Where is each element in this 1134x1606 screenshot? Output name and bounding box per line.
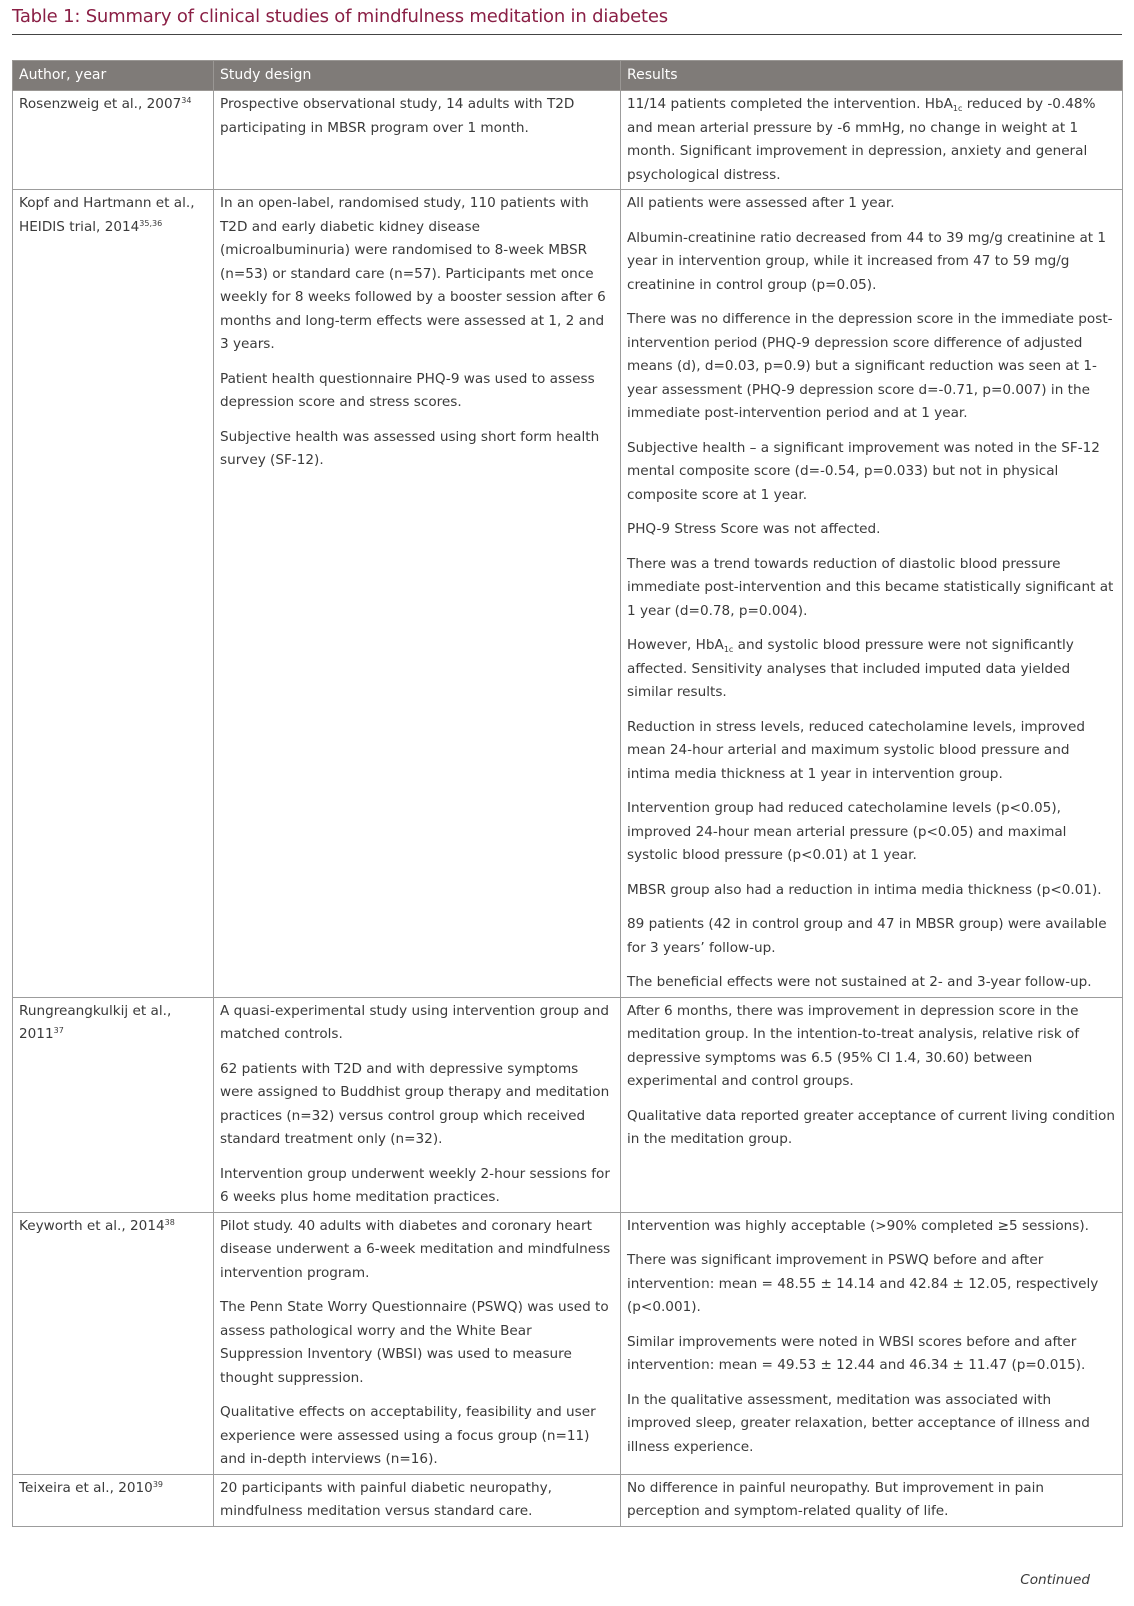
results-paragraph xyxy=(627,797,1116,868)
author-year-cell xyxy=(13,1212,214,1474)
continued-label: Continued xyxy=(1020,1572,1090,1588)
results-paragraph xyxy=(627,1000,1116,1094)
study-design-cell xyxy=(214,91,621,190)
study-design-cell xyxy=(214,1474,621,1526)
study-design-paragraph: Subjective health was assessed using short form health survey (SF-12). xyxy=(220,428,600,468)
study-design-paragraph: 20 participants with painful diabetic neuropathy, mindfulness meditation versus standard care. xyxy=(220,1479,552,1519)
results-text: Intervention was highly acceptable (>90% completed ≥5 sessions). xyxy=(627,1217,1090,1234)
results-paragraph xyxy=(627,1331,1116,1378)
results-text: 89 patients (42 in control group and 47 in MBSR group) were available for 3 years’ follow-up. xyxy=(627,916,1107,956)
header-author-year: Author, year xyxy=(13,61,214,91)
reference-superscript: 39 xyxy=(152,1479,164,1489)
results-text-continued: reduced by -0.48% and mean arterial pressure by -6 mmHg, no change in weight at 1 month. Significant improvement in depression, anxiety and general psychological distress. xyxy=(627,96,1096,183)
results-text: Intervention group had reduced catecholamine levels (p<0.05), improved 24-hour mean arterial pressure (p<0.05) and maximal systolic blood pressure (p<0.01) at 1 year. xyxy=(627,800,1067,863)
results-text: PHQ-9 Stress Score was not affected. xyxy=(627,521,881,537)
hba1c-subscript: 1c xyxy=(952,104,963,113)
results-text: There was no difference in the depression score in the immediate post-intervention period (PHQ-9 depression score difference of adjusted means (d), d=0.03, p=0.9) but a significant reduction was seen at 1-year assessment (PHQ-9 depression score d=-0.71, p=0.007) in the immediate post-intervention period and at 1 year. xyxy=(627,311,1113,421)
results-cell xyxy=(621,1212,1123,1474)
results-paragraph xyxy=(627,634,1116,705)
author-year-text: Kopf and Hartmann et al., HEIDIS trial, 2014 xyxy=(19,195,195,235)
table-row xyxy=(13,1212,1123,1474)
results-cell xyxy=(621,997,1123,1212)
results-text: Reduction in stress levels, reduced catecholamine levels, improved mean 24-hour arterial and maximum systolic blood pressure and intima media thickness at 1 year in intervention group. xyxy=(627,718,1085,782)
author-year-text: Keyworth et al., 2014 xyxy=(19,1217,165,1234)
study-design-cell xyxy=(214,1212,621,1474)
study-design-paragraph: A quasi-experimental study using intervention group and matched controls. xyxy=(220,1002,609,1042)
study-design-paragraph: In an open-label, randomised study, 110 patients with T2D and early diabetic kidney disease (microalbuminuria) were randomised to 8-week MBSR (n=53) or standard care (n=57). Participants met once weekly for 8 weeks followed by a booster session after 6 months and long-term effects were assessed at 1, 2 and 3 years. xyxy=(220,195,606,352)
results-paragraph xyxy=(627,971,1116,995)
results-paragraph xyxy=(627,1215,1116,1239)
results-text: No difference in painful neuropathy. But improvement in pain perception and symptom-related quality of life. xyxy=(627,1479,1044,1519)
results-text: Qualitative data reported greater acceptance of current living condition in the meditation group. xyxy=(627,1107,1115,1147)
results-paragraph xyxy=(627,93,1116,187)
results-text: MBSR group also had a reduction in intima media thickness (p<0.01). xyxy=(627,881,1102,898)
results-paragraph xyxy=(627,879,1116,903)
reference-superscript: 38 xyxy=(164,1217,175,1227)
results-text-continued: and systolic blood pressure were not significantly affected. Sensitivity analyses that included imputed data yielded similar results. xyxy=(627,637,1074,700)
header-results: Results xyxy=(621,61,1123,91)
results-paragraph xyxy=(627,913,1116,960)
hba1c-subscript: 1c xyxy=(723,645,734,654)
reference-superscript: 37 xyxy=(53,1026,64,1035)
results-cell xyxy=(621,190,1123,998)
results-text: Similar improvements were noted in WBSI scores before and after intervention: mean = 49.53 ± 12.44 and 46.34 ± 11.47 (p=0.015). xyxy=(627,1333,1086,1373)
results-text: The beneficial effects were not sustained at 2- and 3-year follow-up. xyxy=(627,974,1092,990)
results-cell xyxy=(621,1474,1123,1526)
results-paragraph xyxy=(627,437,1116,508)
results-text: 11/14 patients completed the intervention. HbA xyxy=(627,96,953,112)
study-design-paragraph: The Penn State Worry Questionnaire (PSWQ) was used to assess pathological worry and the White Bear Suppression Inventory (WBSI) was used to measure thought suppression. xyxy=(220,1299,609,1386)
table-row xyxy=(13,190,1123,998)
table-header-row xyxy=(13,61,1123,91)
table-row xyxy=(13,997,1123,1212)
studies-table xyxy=(12,60,1123,1527)
study-design-cell xyxy=(214,190,621,998)
results-text: There was a trend towards reduction of diastolic blood pressure immediate post-intervention and this became statistically significant at 1 year (d=0.78, p=0.004). xyxy=(627,555,1114,619)
table-title: Table 1: Summary of clinical studies of mindfulness meditation in diabetes xyxy=(12,6,668,27)
study-design-paragraph: Pilot study. 40 adults with diabetes and coronary heart disease underwent a 6-week meditation and mindfulness intervention program. xyxy=(220,1217,611,1281)
results-text: After 6 months, there was improvement in depression score in the meditation group. In the intention-to-treat analysis, relative risk of depressive symptoms was 6.5 (95% CI 1.4, 30.60) between experimental and control groups. xyxy=(627,1002,1080,1089)
reference-superscript: 35,36 xyxy=(139,218,163,228)
author-year-cell xyxy=(13,190,214,998)
author-year-cell xyxy=(13,1474,214,1526)
author-year-text: Teixeira et al., 2010 xyxy=(19,1479,153,1496)
results-paragraph xyxy=(627,1389,1116,1460)
table-row xyxy=(13,1474,1123,1526)
results-text: In the qualitative assessment, meditation was associated with improved sleep, greater relaxation, better acceptance of illness and illness experience. xyxy=(627,1391,1090,1455)
author-year-text: Rungreangkulkij et al., 2011 xyxy=(19,1002,172,1042)
study-design-paragraph: Prospective observational study, 14 adults with T2D participating in MBSR program over 1 month. xyxy=(220,96,575,136)
results-text: There was significant improvement in PSWQ before and after intervention: mean = 48.55 ± 14.14 and 42.84 ± 12.05, respectively (p<0.001). xyxy=(627,1252,1099,1315)
results-text: All patients were assessed after 1 year. xyxy=(627,195,895,211)
results-paragraph xyxy=(627,553,1116,624)
author-year-text: Rosenzweig et al., 2007 xyxy=(19,96,182,112)
table-row xyxy=(13,91,1123,190)
study-design-cell xyxy=(214,997,621,1212)
results-paragraph xyxy=(627,1105,1116,1152)
results-text: Albumin-creatinine ratio decreased from 44 to 39 mg/g creatinine at 1 year in intervention group, while it increased from 47 to 59 mg/g creatinine in control group (p=0.05). xyxy=(627,229,1107,293)
results-text: However, HbA xyxy=(627,637,724,653)
author-year-cell xyxy=(13,997,214,1212)
results-paragraph xyxy=(627,1249,1116,1320)
results-paragraph xyxy=(627,308,1116,426)
results-cell xyxy=(621,91,1123,190)
results-paragraph xyxy=(627,227,1116,298)
study-design-paragraph: Patient health questionnaire PHQ-9 was used to assess depression score and stress scores. xyxy=(220,370,595,410)
study-design-paragraph: Intervention group underwent weekly 2-hour sessions for 6 weeks plus home meditation practices. xyxy=(220,1165,610,1205)
results-paragraph xyxy=(627,518,1116,542)
results-text: Subjective health – a significant improvement was noted in the SF-12 mental composite score (d=-0.54, p=0.033) but not in physical composite score at 1 year. xyxy=(627,439,1100,503)
study-design-paragraph: 62 patients with T2D and with depressive symptoms were assigned to Buddhist group therapy and meditation practices (n=32) versus control group which received standard treatment only (n=32). xyxy=(220,1060,610,1147)
results-paragraph xyxy=(627,192,1116,216)
results-paragraph xyxy=(627,1477,1116,1524)
title-divider xyxy=(12,34,1122,35)
table-body xyxy=(13,91,1123,1527)
reference-superscript: 34 xyxy=(181,96,192,105)
study-design-paragraph: Qualitative effects on acceptability, feasibility and user experience were assessed using a focus group (n=11) and in-depth interviews (n=16). xyxy=(220,1404,596,1467)
author-year-cell xyxy=(13,91,214,190)
header-study-design: Study design xyxy=(214,61,621,91)
results-paragraph xyxy=(627,716,1116,787)
